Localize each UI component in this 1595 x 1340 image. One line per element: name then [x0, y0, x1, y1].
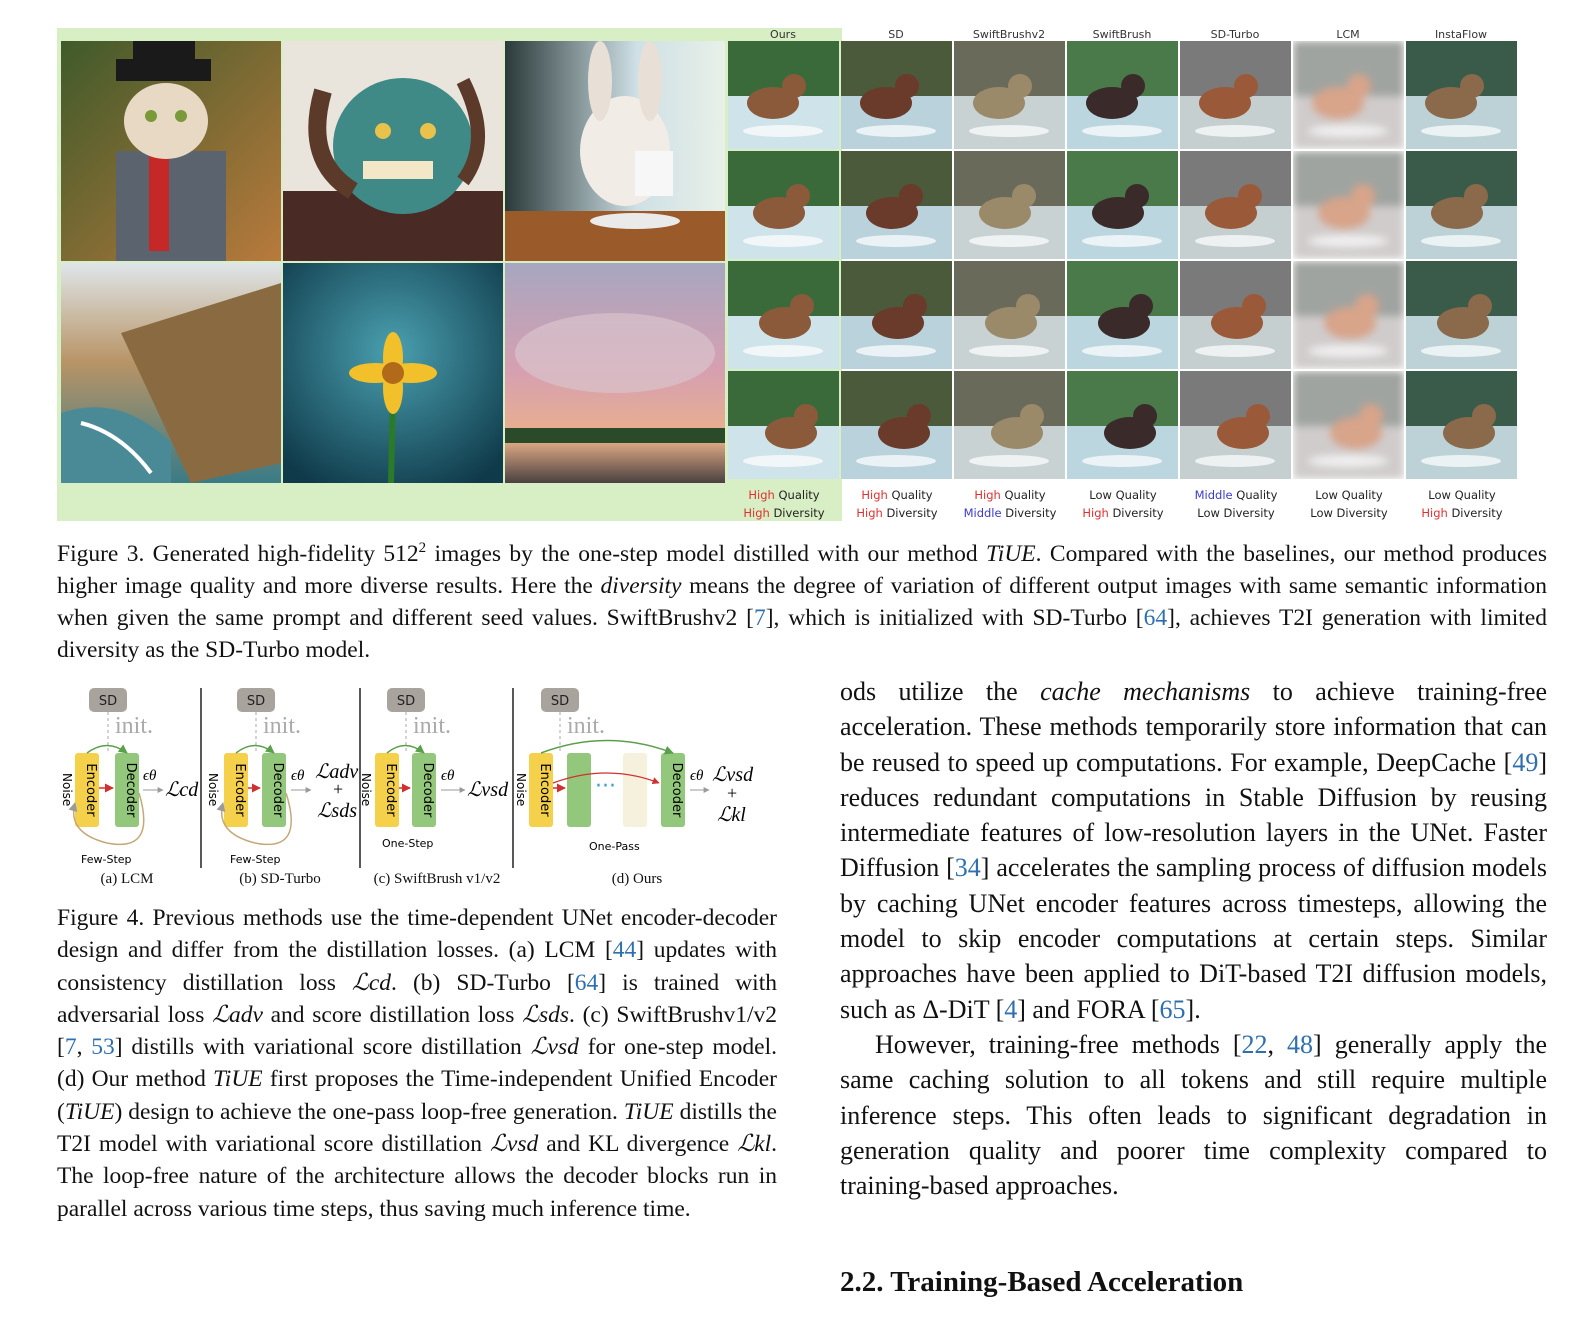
citation-link[interactable]: 48: [1287, 1029, 1314, 1059]
svg-text:ℒcd: ℒcd: [165, 779, 199, 801]
caption-text: for one-step model. (d) Our method: [57, 1034, 777, 1093]
svg-text:One-Step: One-Step: [382, 837, 434, 850]
image-cat-in-suit: [61, 41, 281, 261]
svg-text:ℒvsd: ℒvsd: [467, 779, 509, 801]
caption-text: ] distills with variational score distillation: [114, 1034, 531, 1061]
citation-link[interactable]: 34: [954, 853, 981, 883]
svg-text:+: +: [333, 779, 344, 799]
dog-running-image: [1406, 371, 1517, 479]
method-name: TiUE: [213, 1066, 263, 1093]
column-title: SwiftBrush: [1092, 28, 1152, 41]
svg-text:Decoder: Decoder: [420, 762, 435, 818]
dog-running-image: [1180, 151, 1291, 259]
quality-diversity-label: Low Quality High Diversity: [1421, 488, 1503, 520]
body-text: ] and FORA [: [1017, 994, 1160, 1024]
dog-running-image: [1406, 261, 1517, 369]
dog-running-image: [841, 371, 952, 479]
dog-running-image: [728, 371, 839, 479]
svg-text:SD: SD: [550, 694, 570, 709]
dog-running-image: [1067, 371, 1178, 479]
svg-text:Noise: Noise: [206, 773, 220, 807]
column-title: LCM: [1336, 28, 1360, 41]
caption-text: ) design to achieve the one-pass loop-free generation.: [114, 1098, 624, 1125]
dog-running-image: [1406, 41, 1517, 149]
caption-text: . The loop-free nature of the architecture allows the decoder blocks run in parallel across various time steps, thus saving much inference time.: [57, 1131, 777, 1222]
quality-diversity-label: High Quality Middle Diversity: [963, 488, 1057, 520]
svg-text:Noise: Noise: [60, 773, 74, 807]
dog-running-image: [1293, 261, 1404, 369]
dog-running-image: [1180, 41, 1291, 149]
svg-text:init.: init.: [263, 713, 302, 739]
caption-resolution-exponent: 2: [418, 540, 427, 556]
dog-running-image: [1293, 41, 1404, 149]
figure-4-caption: [57, 902, 777, 1225]
panel-label-a: (a) LCM: [100, 871, 154, 887]
svg-text:···: ···: [595, 774, 616, 799]
svg-text:Encoder: Encoder: [83, 763, 98, 817]
caption-text: . Compared with the baselines, our method produces higher image quality and more diverse results. Here the: [57, 540, 1547, 599]
dog-running-image: [1293, 371, 1404, 479]
body-text: ] generally apply the same caching solution to all tokens and still require multiple inference steps. This often leads to significant degradation in generation quality and poorer time complexity compared to training-based approaches.: [840, 1029, 1548, 1201]
body-text: However, training-free methods [: [875, 1029, 1242, 1059]
svg-text:init.: init.: [413, 713, 452, 739]
caption-text: means the degree of variation of different output images with same semantic information when given the same prompt and different seed values. SwiftBrushv2 [: [57, 572, 1547, 631]
panel-c-diagram: [359, 688, 509, 850]
citation-link[interactable]: 22: [1241, 1029, 1268, 1059]
image-goblin-warrior: [283, 41, 503, 261]
dog-running-image: [954, 371, 1065, 479]
panel-label-d: (d) Ours: [611, 871, 663, 887]
svg-text:Few-Step: Few-Step: [81, 853, 132, 866]
citation-link[interactable]: 53: [91, 1034, 115, 1061]
image-yellow-flower-rain: [283, 263, 503, 483]
caption-text: ], achieves T2I generation with limited diversity as the SD-Turbo model.: [57, 604, 1547, 663]
dog-running-image: [1180, 371, 1291, 479]
math-loss: ℒsds: [522, 1001, 570, 1028]
citation-link[interactable]: 65: [1159, 994, 1186, 1024]
math-loss: ℒkl: [737, 1131, 772, 1158]
svg-text:Decoder: Decoder: [270, 762, 285, 818]
citation-link[interactable]: 64: [1143, 604, 1168, 631]
caption-text: first proposes the Time-independent Unified Encoder (: [57, 1066, 777, 1125]
body-text: ,: [1267, 1029, 1288, 1059]
term-diversity: diversity: [600, 572, 682, 599]
svg-text:SD: SD: [246, 694, 266, 709]
column-title: SD-Turbo: [1210, 28, 1260, 41]
dog-running-image: [841, 151, 952, 259]
caption-text: ,: [76, 1034, 92, 1061]
svg-text:Few-Step: Few-Step: [230, 853, 281, 866]
column-title: InstaFlow: [1434, 28, 1488, 41]
dog-running-image: [1293, 151, 1404, 259]
panel-label-c: (c) SwiftBrush v1/v2: [373, 871, 501, 887]
svg-text:SD: SD: [98, 694, 118, 709]
citation-link[interactable]: 44: [612, 937, 637, 964]
dog-running-image: [1067, 261, 1178, 369]
section-heading: 2.2. Training-Based Acceleration: [840, 1266, 1244, 1298]
svg-text:ℒkl: ℒkl: [717, 804, 746, 826]
panel-label-b: (b) SD-Turbo: [239, 871, 321, 887]
caption-label: Figure 4.: [57, 905, 145, 931]
dog-running-image: [1180, 261, 1291, 369]
body-text: ods utilize the: [840, 677, 1041, 706]
paragraph: [840, 674, 1547, 1027]
method-name: TiUE: [64, 1098, 115, 1125]
panel-d-diagram: [514, 688, 754, 853]
caption-label: Figure 3.: [57, 540, 145, 567]
figure-4: [57, 683, 777, 898]
svg-text:ℒadv: ℒadv: [315, 761, 359, 783]
citation-link[interactable]: 49: [1512, 747, 1539, 777]
citation-link[interactable]: 7: [64, 1034, 77, 1061]
svg-text:init.: init.: [115, 713, 154, 739]
svg-text:Noise: Noise: [359, 773, 373, 807]
dog-running-image: [954, 41, 1065, 149]
quality-diversity-label: High Quality High Diversity: [743, 488, 825, 520]
body-text: ] reduces redundant computations in Stable Diffusion by reusing intermediate features of low-resolution layers in the UNet. Faster Diffusion [: [840, 747, 1547, 883]
caption-text: . (c) SwiftBrushv1/v2 [: [57, 1001, 777, 1061]
svg-text:Encoder: Encoder: [383, 763, 398, 817]
citation-link[interactable]: 7: [753, 604, 766, 631]
column-title: SwiftBrushv2: [972, 28, 1046, 41]
body-text: ] accelerates the sampling process of diffusion models by caching UNet encoder features across timesteps, allowing the model to skip encoder computations at certain steps. Similar approaches have been applied to DiT-based T2I diffusion models, such as Δ-DiT [: [840, 853, 1548, 1024]
architecture-diagram: [57, 683, 777, 868]
dog-running-image: [728, 41, 839, 149]
quality-diversity-label: Low Quality Low Diversity: [1310, 488, 1388, 520]
svg-text:Encoder: Encoder: [232, 763, 247, 817]
figure-3-caption: [57, 532, 1547, 666]
svg-text:ℒsds: ℒsds: [317, 800, 357, 822]
math-loss: ℒadv: [212, 1001, 263, 1028]
dog-running-image: [954, 261, 1065, 369]
caption-text: images by the one-step model distilled with our method: [426, 540, 987, 567]
body-text-right-column: [840, 674, 1547, 1203]
caption-text: distills the T2I model with variational score distillation: [57, 1098, 777, 1158]
caption-text: ], which is initialized with SD-Turbo [: [765, 604, 1144, 631]
svg-text:Noise: Noise: [514, 773, 528, 807]
caption-text: ] is trained with adversarial loss: [57, 969, 777, 1028]
image-rabbit-with-coffee: [505, 41, 725, 261]
dog-running-image: [1067, 151, 1178, 259]
svg-text:ϵθ: ϵθ: [690, 768, 704, 784]
image-coastal-cliffs: [61, 263, 281, 483]
column-title: SD: [888, 28, 904, 41]
svg-text:Decoder: Decoder: [669, 762, 684, 818]
citation-link[interactable]: 64: [574, 969, 599, 996]
dog-running-image: [1406, 151, 1517, 259]
body-text: ].: [1185, 994, 1201, 1024]
math-loss: ℒvsd: [530, 1034, 579, 1061]
panel-b-diagram: [206, 688, 358, 866]
quality-diversity-label: High Quality High Diversity: [856, 488, 938, 520]
figure-3: [57, 28, 1547, 528]
caption-text: . (b) SD-Turbo [: [391, 969, 575, 996]
caption-resolution: 512: [383, 540, 419, 567]
svg-text:ℒvsd: ℒvsd: [712, 764, 754, 786]
dog-running-image: [841, 261, 952, 369]
paragraph: [840, 1027, 1547, 1203]
svg-text:Decoder: Decoder: [123, 762, 138, 818]
svg-text:One-Pass: One-Pass: [589, 840, 640, 853]
dog-running-image: [1067, 41, 1178, 149]
dog-running-image: [728, 151, 839, 259]
method-name: TiUE: [623, 1098, 674, 1125]
caption-text: Previous methods use the time-dependent UNet encoder-decoder design and differ from the distillation losses. (a) LCM [: [57, 905, 778, 964]
math-loss: ℒvsd: [489, 1131, 539, 1158]
svg-text:Encoder: Encoder: [537, 763, 552, 817]
panel-a-diagram: [60, 688, 199, 866]
dog-running-image: [954, 151, 1065, 259]
column-title: Ours: [770, 28, 796, 41]
svg-text:init.: init.: [567, 713, 606, 739]
method-name: TiUE: [986, 540, 1036, 567]
caption-text: ] updates with consistency distillation loss: [57, 937, 777, 996]
math-loss: ℒcd: [351, 969, 392, 996]
quality-diversity-label: Low Quality High Diversity: [1082, 488, 1164, 520]
svg-text:+: +: [727, 783, 738, 803]
citation-link[interactable]: 4: [1004, 994, 1018, 1024]
svg-text:ϵθ: ϵθ: [291, 768, 305, 784]
caption-text: Generated high-fidelity: [144, 540, 384, 567]
dog-running-image: [728, 261, 839, 369]
quality-diversity-label: Middle Quality Low Diversity: [1194, 488, 1278, 520]
term-cache-mechanisms: cache mechanisms: [1040, 677, 1251, 706]
caption-text: and KL divergence: [538, 1131, 738, 1158]
dog-running-image: [841, 41, 952, 149]
svg-text:SD: SD: [396, 694, 416, 709]
svg-text:ϵθ: ϵθ: [143, 768, 157, 784]
svg-text:ϵθ: ϵθ: [441, 768, 455, 784]
body-text: to achieve training-free acceleration. These methods temporarily store information that can be reused to speed up computations. For example, DeepCache [: [840, 677, 1548, 777]
caption-text: and score distillation loss: [262, 1001, 523, 1028]
image-sunset-sky: [505, 263, 725, 483]
